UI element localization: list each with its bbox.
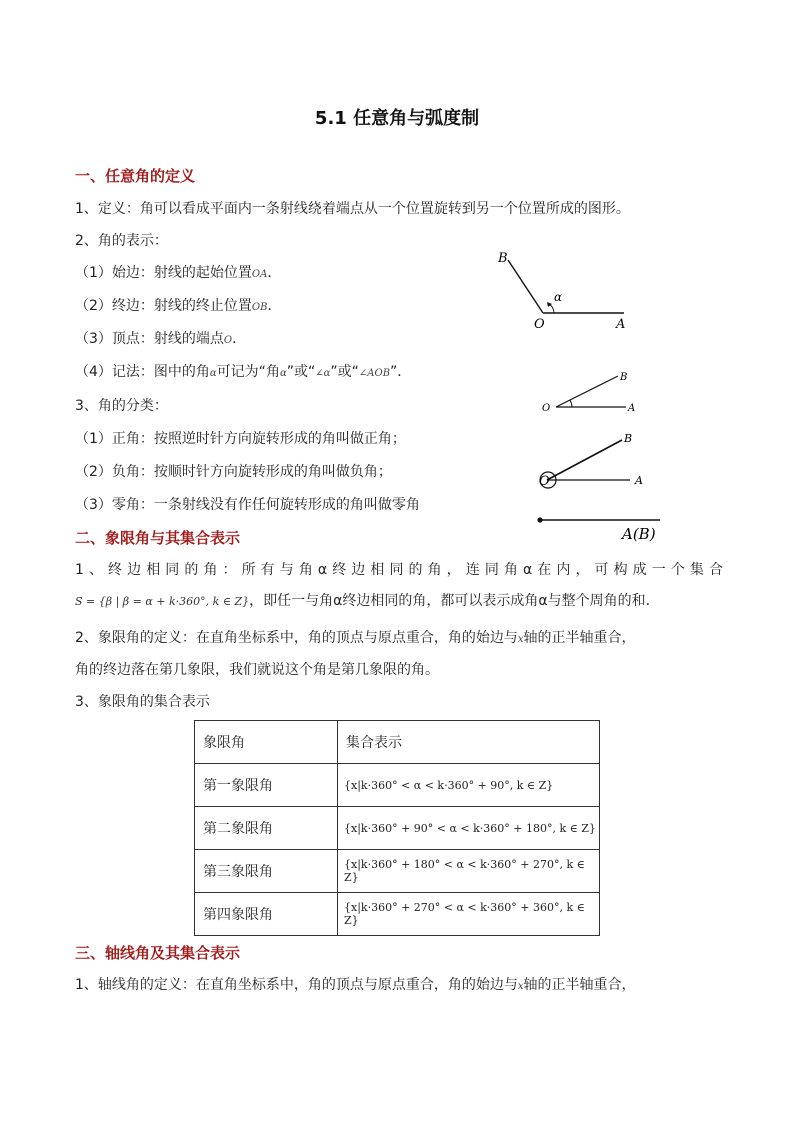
positive-angle-figure	[538, 366, 648, 416]
definition-text: 1、定义：角可以看成平面内一条射线绕着端点从一个位置旋转到另一个位置所成的图形。	[75, 201, 630, 217]
math-o: O	[223, 335, 233, 346]
page-title: 5.1 任意角与弧度制	[314, 108, 480, 129]
item-notation	[75, 362, 411, 384]
notation-text-b: 可记为“角	[216, 364, 280, 380]
math-ob: OB	[251, 302, 268, 313]
label-a: A	[635, 474, 643, 487]
table-cell-quadrant: 第四象限角	[195, 893, 338, 936]
table-row	[195, 893, 600, 936]
label-alpha: α	[554, 290, 563, 304]
item-terminal-side-label: （2）终边：射线的终止位置	[75, 298, 252, 314]
table-header: 集合表示	[338, 721, 600, 764]
coterminal-def-line1: 1、终边相同的角：所有与角α终边相同的角，连同角α在内，可构成一个集合	[75, 562, 723, 578]
terminal-ray	[508, 260, 543, 313]
math-oa: OA	[251, 269, 268, 280]
label-a: A	[628, 403, 636, 414]
quadrant-set-title: 3、象限角的集合表示	[75, 694, 210, 710]
quadrant-def-text-b: 轴的正半轴重合，	[523, 630, 636, 646]
label-o: O	[539, 474, 550, 489]
table-row	[195, 764, 600, 807]
math-x: x	[517, 634, 524, 645]
zero-angle: （3）零角：一条射线没有作任何旋转形成的角叫做零角	[75, 497, 420, 513]
table-cell-quadrant: 第一象限角	[195, 764, 338, 807]
axis-angle-def	[75, 975, 636, 997]
table-cell-set: {x|k·360° + 270° < α < k·360° + 360°, k ∈ Z}	[338, 893, 600, 936]
quadrant-def-line2: 角的终边落在第几象限，我们就说这个角是第几象限的角。	[75, 662, 439, 678]
item-terminal-side: （2）终边：射线的终止位置OB．	[75, 298, 282, 314]
label-a: A	[616, 317, 626, 332]
angle-arc	[570, 400, 572, 407]
math-angle-aob: ∠AOB	[358, 368, 391, 379]
item-initial-side-label: （1）始边：射线的起始位置	[75, 265, 252, 281]
terminal-ray	[547, 440, 622, 480]
representation-title: 2、角的表示：	[75, 233, 168, 249]
negative-angle: （2）负角：按顺时针方向旋转形成的角叫做负角；	[75, 464, 392, 480]
table-header-row	[195, 721, 600, 764]
classification-title: 3、角的分类：	[75, 398, 168, 414]
math-angle-alpha: ∠α	[315, 368, 331, 379]
table-cell-set: {x|k·360° < α < k·360° + 90°, k ∈ Z}	[338, 764, 600, 807]
section-heading-2: 二、象限角与其集合表示	[75, 529, 241, 547]
positive-angle: （1）正角：按照逆时针方向旋转形成的角叫做正角；	[75, 431, 406, 447]
quadrant-table	[194, 720, 600, 936]
item-vertex: （3）顶点：射线的端点O．	[75, 331, 247, 347]
quadrant-def-text-a: 2、象限角的定义：在直角坐标系中，角的顶点与原点重合，角的始边与	[75, 630, 518, 646]
zero-angle-figure	[530, 510, 670, 544]
notation-text-d: ”或“	[330, 364, 359, 380]
notation-text-a: （4）记法：图中的角	[75, 364, 210, 380]
item-initial-side: （1）始边：射线的起始位置OA．	[75, 265, 282, 281]
axis-angle-text-b: 轴的正半轴重合，	[523, 977, 636, 993]
quadrant-def-line1	[75, 628, 636, 650]
table-row	[195, 850, 600, 893]
negative-angle-figure	[530, 428, 650, 494]
section-heading-1: 一、任意角的定义	[75, 167, 196, 185]
math-x: x	[517, 981, 524, 992]
math-alpha-2: α	[279, 368, 287, 379]
table-cell-quadrant: 第三象限角	[195, 850, 338, 893]
terminal-ray	[556, 376, 618, 407]
coterminal-def-rest: ，即任一与角α终边相同的角，都可以表示成角α与整个周角的和.	[249, 593, 651, 609]
table-header: 象限角	[195, 721, 338, 764]
label-b: B	[624, 432, 633, 445]
table-cell-quadrant: 第二象限角	[195, 807, 338, 850]
item-vertex-label: （3）顶点：射线的端点	[75, 331, 224, 347]
label-o: O	[534, 317, 545, 332]
table-cell-set: {x|k·360° + 90° < α < k·360° + 180°, k ∈ Z}	[338, 807, 600, 850]
math-alpha: α	[209, 368, 217, 379]
label-o: O	[542, 403, 551, 414]
notation-text-c: ”或“	[286, 364, 316, 380]
label-b: B	[620, 372, 628, 383]
coterminal-set: S = {β | β = α + k·360°, k ∈ Z}	[75, 595, 250, 608]
axis-angle-text-a: 1、轴线角的定义：在直角坐标系中，角的顶点与原点重合，角的始边与	[75, 977, 518, 993]
label-ab: A(B)	[622, 525, 656, 543]
notation-text-e: ”．	[390, 364, 412, 380]
angle-figure	[490, 246, 650, 336]
table-cell-set: {x|k·360° + 180° < α < k·360° + 270°, k ∈ Z}	[338, 850, 600, 893]
section-heading-3: 三、轴线角及其集合表示	[75, 944, 241, 962]
label-b: B	[498, 251, 508, 266]
table-row	[195, 807, 600, 850]
coterminal-def-line2	[75, 591, 650, 612]
